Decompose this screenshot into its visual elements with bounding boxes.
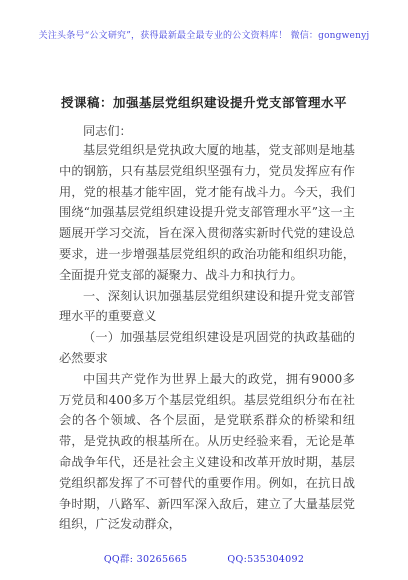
document-body	[59, 140, 355, 535]
header-notice: 关注头条号“公文研究”，获得最新最全最专业的公文资料库！ 微信：gongwenyj	[38, 31, 370, 41]
footer-qq: QQ:535304092	[227, 554, 305, 565]
greeting: 同志们：	[83, 124, 132, 138]
footer-contacts	[0, 551, 408, 565]
subsection-heading-1: （一）加强基层党组织建设是巩固党的执政基础的必然要求	[59, 330, 355, 365]
paragraph-intro: 基层党组织是党执政大厦的地基，党支部则是地基中的钢筋，只有基层党组织坚强有力，党员发挥应有作用，党的根基才能牢固，党才能有战斗力。今天，我们围绕“加强基层党组织建设提升党支部管理水平”这一主题展开学习交流，旨在深入贯彻落实新时代党的建设总要求，进一步增强基层党组织的政治功能和组织功能，全面提升党支部的凝聚力、战斗力和执行力。	[59, 143, 355, 282]
section-heading-1: 一、深刻认识加强基层党组织建设和提升党支部管理水平的重要意义	[59, 288, 355, 324]
footer-qq-group: QQ群: 30265665	[103, 554, 188, 565]
paragraph-history: 中国共产党作为世界上最大的政党，拥有9000多万党员和400多万个基层党组织。基层党组织分布在社会的各个领域、各个层面，是党联系群众的桥梁和纽带，是党执政的根基所在。从历史经验来看，无论是革命战争年代，还是社会主义建设和改革开放时期，基层党组织都发挥了不可替代的重要作用。例如，在抗日战争时期，八路军、新四军深入敌后，建立了大量基层党组织，广泛发动群众，	[59, 371, 355, 532]
document-title: 授课稿：加强基层党组织建设提升党支部管理水平	[60, 95, 347, 110]
